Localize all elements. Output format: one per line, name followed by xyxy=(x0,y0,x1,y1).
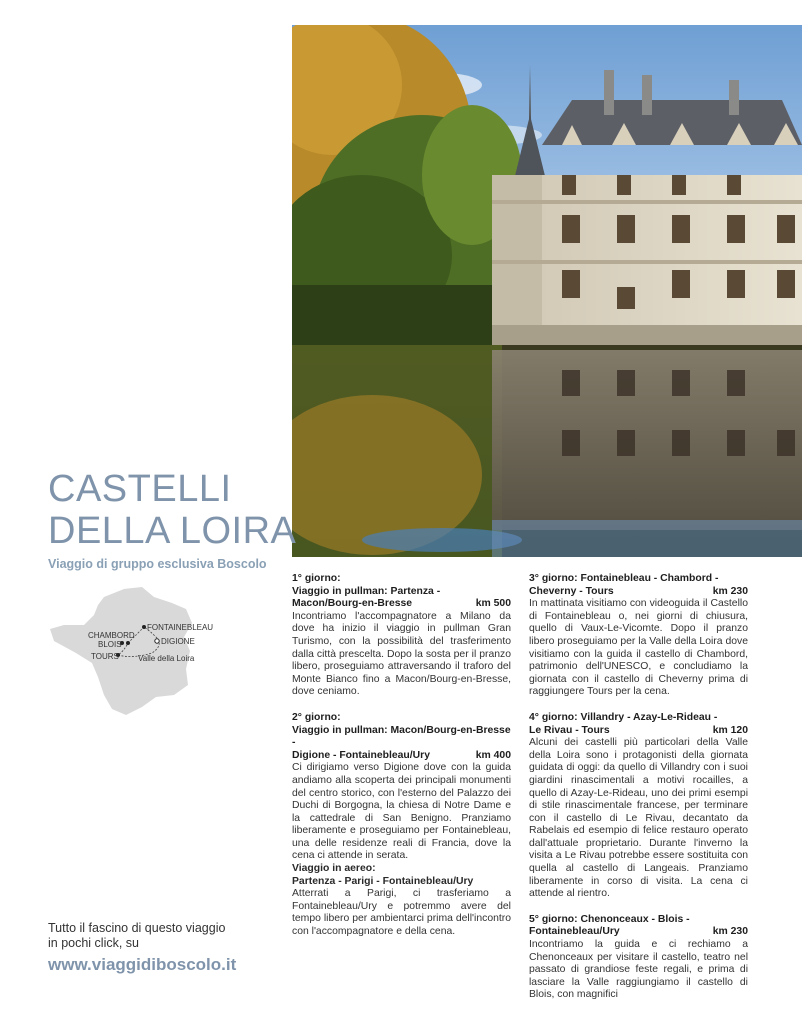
chateau-photo xyxy=(292,25,802,557)
title-line-2: DELLA LOIRA xyxy=(48,510,297,552)
day-4-heading xyxy=(529,712,748,737)
day-2-air-label: Viaggio in aereo: xyxy=(292,863,376,875)
day-2-route: Viaggio in pullman: Macon/Bourg-en-Bresse - xyxy=(292,724,511,749)
day-5-route: 5° giorno: Chenonceaux - Blois - xyxy=(529,913,690,925)
day-3 xyxy=(529,573,748,699)
day-3-km: km 230 xyxy=(712,585,748,597)
map-label-chambord: CHAMBORD xyxy=(88,631,135,640)
day-2-air-text: Atterrati a Parigi, ci trasferiamo a Fontainebleau/Ury e potremmo avere del tempo libero per ambientarci prima dell'incontro con l'accompagnatore e della cena. xyxy=(292,888,511,938)
map-label-blois: BLOIS xyxy=(98,640,122,649)
map-label-valle: Valle della Loira xyxy=(138,654,195,663)
day-2-route-2: Digione - Fontainebleau/Ury xyxy=(292,749,430,761)
day-5-route-2: Fontainebleau/Ury xyxy=(529,926,620,938)
day-5-km: km 230 xyxy=(712,926,748,938)
map-label-fontainebleau: FONTAINEBLEAU xyxy=(147,623,214,632)
day-1-heading xyxy=(292,573,511,611)
day-3-heading xyxy=(529,573,748,598)
day-3-text: In mattinata visitiamo con videoguida il Castello di Fontainebleau o, nei giorni di chiusura, quello di Vaux-Le-Vicomte. Dopo il pranzo libero proseguiamo per la Valle della Loira dove visitiamo con la guida il castello di Chambord, patrimonio dell'UNESCO, e concludiamo la giornata con il castello di Cheverny prima di raggiungere Tours per la cena. xyxy=(529,598,748,698)
day-4-route: 4° giorno: Villandry - Azay-Le-Rideau - xyxy=(529,711,718,723)
day-2-air-heading xyxy=(292,863,511,888)
title-line-1: CASTELLI xyxy=(48,468,232,510)
day-2-label: 2° giorno: xyxy=(292,711,341,723)
day-1-route-2: Macon/Bourg-en-Bresse xyxy=(292,598,413,610)
route-map xyxy=(46,585,226,720)
day-4-km: km 120 xyxy=(712,724,748,736)
day-1-km: km 500 xyxy=(475,598,511,610)
day-2-air-route: Partenza - Parigi - Fontainebleau/Ury xyxy=(292,875,474,887)
itinerary-column-1 xyxy=(292,573,511,952)
day-2-text: Ci dirigiamo verso Digione dove con la guida andiamo alla scoperta dei principali monumenti del centro storico, con l'esterno del Palazzo dei Duchi di Borgogna, la chiesa di Notre Dame e la cattedrale di San Benigno. Pranziamo liberamente e proseguiamo per Fontainebleau, una delle residenze reali di Francia, dove la cena ci attende in serata. xyxy=(292,762,511,862)
promo-line-2: in pochi click, su xyxy=(48,936,140,950)
day-4-route-2: Le Rivau - Tours xyxy=(529,724,610,736)
day-2 xyxy=(292,712,511,939)
day-3-route: 3° giorno: Fontainebleau - Chambord - xyxy=(529,573,719,584)
day-5 xyxy=(529,914,748,1002)
day-3-route-2: Cheverny - Tours xyxy=(529,585,614,597)
day-1-route: Viaggio in pullman: Partenza - xyxy=(292,585,441,597)
page-title xyxy=(48,468,296,552)
promo-line-1: Tutto il fascino di questo viaggio xyxy=(48,921,226,935)
itinerary-column-2 xyxy=(529,573,748,1015)
day-1-label: 1° giorno: xyxy=(292,573,341,584)
subtitle: Viaggio di gruppo esclusiva Boscolo xyxy=(48,557,267,571)
map-label-digione: DIGIONE xyxy=(161,637,195,646)
day-4 xyxy=(529,712,748,901)
map-label-tours: TOURS xyxy=(91,652,119,661)
website-link[interactable]: www.viaggidiboscolo.it xyxy=(48,955,237,974)
promo-block xyxy=(48,921,278,975)
day-5-heading xyxy=(529,914,748,939)
day-1-text: Incontriamo l'accompagnatore a Milano da dove ha inizio il viaggio in pullman Gran Turismo, con la possibilità del trasferimento dalla città prescelta. Dopo la sosta per il pranzo libero, proseguiamo attraversando il traforo del Monte Bianco fino a Macon/Bourg-en-Bresse, dove ceniamo. xyxy=(292,610,511,698)
day-2-heading xyxy=(292,712,511,762)
day-2-km: km 400 xyxy=(475,749,511,761)
day-4-text: Alcuni dei castelli più particolari della Valle della Loira sono i protagonisti della giornata guidata di oggi: da quello di Villandry con i suoi giardini rinascimentali a motivi rocailles, a quello di Azay-Le-Rideau, uno dei primi esempi di stile rinascimentale francese, per terminare con il castello di Le Rivau, decantato da Rabelais ed esempio di felice restauro operato dall'attuale proprietario. Durante l'inverno la visita a Le Rivau potrebbe essere sostituita con quella al castello di Langeais. Pranziamo liberamente in corso di visita. La cena ci attende al rientro. xyxy=(529,737,748,900)
day-5-text: Incontriamo la guida e ci rechiamo a Chenonceaux per visitare il castello, teatro nel passato di grandiose feste regali, e prima di lasciare la Valle raggiungiamo il castello di Blois, con magnifici xyxy=(529,939,748,1001)
day-1 xyxy=(292,573,511,699)
france-map-shape xyxy=(50,587,192,715)
